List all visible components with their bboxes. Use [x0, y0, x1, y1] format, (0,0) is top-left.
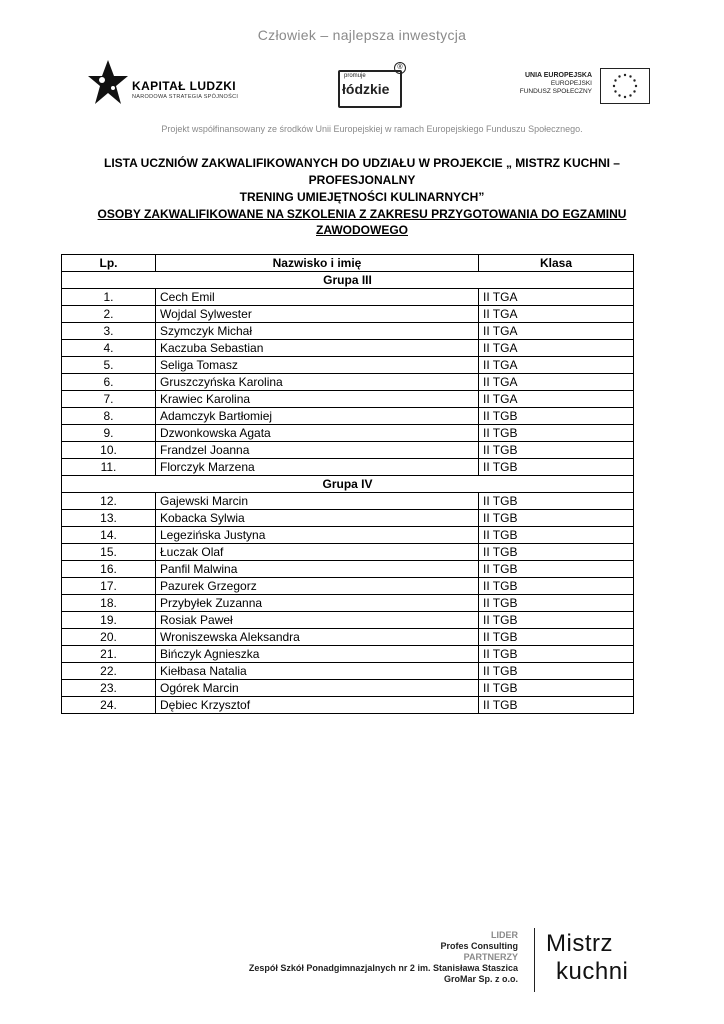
header-klasa: Klasa: [479, 255, 634, 272]
table-row: [62, 697, 634, 714]
row-lp: 13.: [62, 510, 156, 527]
row-name: Frandzel Joanna: [156, 442, 479, 459]
table-row: [62, 374, 634, 391]
row-lp: 11.: [62, 459, 156, 476]
footer-divider: [534, 928, 535, 992]
row-klasa: II TGB: [479, 442, 634, 459]
row-lp: 5.: [62, 357, 156, 374]
header-lp: Lp.: [62, 255, 156, 272]
table-row: [62, 425, 634, 442]
document-title-line1: LISTA UCZNIÓW ZAKWALIFIKOWANYCH DO UDZIAŁU W PROJEKCIE „ MISTRZ KUCHNI – PROFESJONALNY: [104, 156, 620, 187]
lodzkie-logo-main-text: łódzkie: [342, 81, 390, 97]
row-klasa: II TGB: [479, 544, 634, 561]
table-row: [62, 289, 634, 306]
row-lp: 12.: [62, 493, 156, 510]
table-header-row: [62, 255, 634, 272]
participants-table: [61, 254, 634, 714]
table-row: [62, 408, 634, 425]
table-row: [62, 527, 634, 544]
row-klasa: II TGB: [479, 527, 634, 544]
table-row: [62, 340, 634, 357]
row-klasa: II TGB: [479, 629, 634, 646]
row-name: Pazurek Grzegorz: [156, 578, 479, 595]
row-lp: 21.: [62, 646, 156, 663]
row-lp: 9.: [62, 425, 156, 442]
row-klasa: II TGA: [479, 289, 634, 306]
row-klasa: II TGB: [479, 561, 634, 578]
kapital-ludzki-logo: [88, 58, 258, 108]
table-row: [62, 561, 634, 578]
mistrz-kuchni-logo-line1: Mistrz: [546, 930, 613, 957]
eu-logo-text: [520, 72, 592, 96]
table-row: [62, 493, 634, 510]
row-klasa: II TGA: [479, 340, 634, 357]
row-name: Gajewski Marcin: [156, 493, 479, 510]
kapital-ludzki-title: KAPITAŁ LUDZKI: [132, 79, 237, 93]
row-lp: 2.: [62, 306, 156, 323]
row-name: Kiełbasa Natalia: [156, 663, 479, 680]
row-name: Dębiec Krzysztof: [156, 697, 479, 714]
row-name: Łuczak Olaf: [156, 544, 479, 561]
row-klasa: II TGA: [479, 391, 634, 408]
footer-partner-1: Zespół Szkół Ponadgimnazjalnych nr 2 im. Stanisława Staszica: [248, 963, 518, 973]
mistrz-kuchni-logo: [544, 928, 644, 990]
row-lp: 6.: [62, 374, 156, 391]
table-row: [62, 544, 634, 561]
row-klasa: II TGB: [479, 578, 634, 595]
row-klasa: II TGA: [479, 357, 634, 374]
row-klasa: II TGA: [479, 306, 634, 323]
table-row: [62, 323, 634, 340]
row-name: Florczyk Marzena: [156, 459, 479, 476]
row-lp: 20.: [62, 629, 156, 646]
eu-logo-line3: FUNDUSZ SPOŁECZNY: [519, 88, 592, 95]
eu-logo: [510, 68, 650, 106]
row-name: Adamczyk Bartłomiej: [156, 408, 479, 425]
group-row: [62, 272, 634, 289]
table-row: [62, 680, 634, 697]
mistrz-kuchni-logo-line2: kuchni: [556, 958, 629, 985]
group-label: Grupa III: [62, 272, 634, 289]
row-klasa: II TGB: [479, 493, 634, 510]
document-subtitle-line2: ZAWODOWEGO: [316, 223, 408, 237]
eu-logo-line1: UNIA EUROPEJSKA: [524, 72, 592, 79]
table-row: [62, 306, 634, 323]
row-name: Kobacka Sylwia: [156, 510, 479, 527]
row-lp: 17.: [62, 578, 156, 595]
row-name: Wojdal Sylwester: [156, 306, 479, 323]
row-lp: 18.: [62, 595, 156, 612]
footer-partners: [200, 930, 518, 985]
kapital-ludzki-subtitle: NARODOWA STRATEGIA SPÓJNOŚCI: [132, 94, 239, 100]
table-row: [62, 578, 634, 595]
row-lp: 10.: [62, 442, 156, 459]
row-lp: 16.: [62, 561, 156, 578]
kapital-ludzki-star-icon: [88, 58, 128, 106]
group-row: [62, 476, 634, 493]
row-klasa: II TGB: [479, 510, 634, 527]
row-lp: 22.: [62, 663, 156, 680]
row-name: Ogórek Marcin: [156, 680, 479, 697]
row-lp: 3.: [62, 323, 156, 340]
table-body: [62, 272, 634, 714]
lodzkie-logo-top-text: promuje: [344, 73, 366, 79]
row-name: Szymczyk Michał: [156, 323, 479, 340]
row-name: Gruszczyńska Karolina: [156, 374, 479, 391]
row-klasa: II TGB: [479, 612, 634, 629]
row-name: Dzwonkowska Agata: [156, 425, 479, 442]
eu-flag-icon: [600, 68, 650, 104]
row-name: Bińczyk Agnieszka: [156, 646, 479, 663]
row-name: Legezińska Justyna: [156, 527, 479, 544]
row-lp: 23.: [62, 680, 156, 697]
row-name: Kaczuba Sebastian: [156, 340, 479, 357]
table-row: [62, 391, 634, 408]
row-lp: 15.: [62, 544, 156, 561]
row-name: Przybyłek Zuzanna: [156, 595, 479, 612]
row-name: Cech Emil: [156, 289, 479, 306]
footer-lider-name: Profes Consulting: [440, 941, 518, 951]
row-klasa: II TGA: [479, 323, 634, 340]
table-row: [62, 459, 634, 476]
row-klasa: II TGB: [479, 408, 634, 425]
cofinancing-note: Projekt współfinansowany ze środków Unii Europejskiej w ramach Europejskiego Funduszu Społecznego.: [161, 124, 583, 134]
row-klasa: II TGB: [479, 680, 634, 697]
eu-logo-line2: EUROPEJSKI: [550, 80, 592, 87]
table-row: [62, 510, 634, 527]
header-name: Nazwisko i imię: [156, 255, 479, 272]
footer-partnerzy-label: PARTNERZY: [463, 952, 518, 962]
table-row: [62, 612, 634, 629]
document-subtitle: [60, 206, 664, 238]
row-name: Seliga Tomasz: [156, 357, 479, 374]
row-name: Panfil Malwina: [156, 561, 479, 578]
document-subtitle-line1: OSOBY ZAKWALIFIKOWANE NA SZKOLENIA Z ZAKRESU PRZYGOTOWANIA DO EGZAMINU: [97, 207, 627, 221]
row-klasa: II TGA: [479, 374, 634, 391]
row-lp: 19.: [62, 612, 156, 629]
promuje-lodzkie-logo: [336, 64, 408, 106]
row-klasa: II TGB: [479, 459, 634, 476]
row-klasa: II TGB: [479, 646, 634, 663]
row-lp: 14.: [62, 527, 156, 544]
table-row: [62, 357, 634, 374]
row-lp: 7.: [62, 391, 156, 408]
row-name: Rosiak Paweł: [156, 612, 479, 629]
row-lp: 24.: [62, 697, 156, 714]
row-klasa: II TGB: [479, 697, 634, 714]
row-klasa: II TGB: [479, 663, 634, 680]
table-row: [62, 442, 634, 459]
row-klasa: II TGB: [479, 595, 634, 612]
row-lp: 8.: [62, 408, 156, 425]
registered-mark-icon: ®: [394, 62, 406, 74]
table-row: [62, 663, 634, 680]
footer-partner-2: GroMar Sp. z o.o.: [443, 974, 518, 984]
row-name: Krawiec Karolina: [156, 391, 479, 408]
table-row: [62, 629, 634, 646]
row-klasa: II TGB: [479, 425, 634, 442]
table-row: [62, 595, 634, 612]
document-title: [60, 155, 664, 206]
footer-lider-label: LIDER: [491, 930, 518, 940]
row-lp: 1.: [62, 289, 156, 306]
table-row: [62, 646, 634, 663]
group-label: Grupa IV: [62, 476, 634, 493]
top-tagline: Człowiek – najlepsza inwestycja: [257, 27, 467, 43]
row-lp: 4.: [62, 340, 156, 357]
row-name: Wroniszewska Aleksandra: [156, 629, 479, 646]
document-title-line2: TRENING UMIEJĘTNOŚCI KULINARNYCH”: [239, 190, 485, 204]
